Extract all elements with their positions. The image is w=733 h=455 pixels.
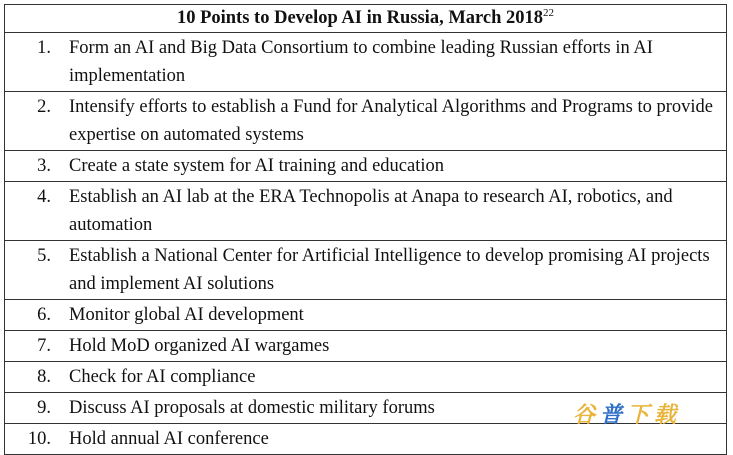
item-text: Hold annual AI conference: [69, 429, 269, 449]
item-text: Intensify efforts to establish a Fund for Analytical Algorithms and Programs to provide expertise on automated systems: [69, 97, 713, 145]
watermark-char: 载: [653, 403, 677, 428]
item-number: 2.: [37, 97, 51, 117]
table-row: [5, 151, 727, 182]
item-number: 3.: [37, 156, 51, 176]
item-number: 10.: [27, 429, 51, 449]
item-number: 1.: [37, 38, 51, 58]
item-text: Form an AI and Big Data Consortium to combine leading Russian efforts in AI implementation: [69, 38, 653, 86]
item-text: Monitor global AI development: [69, 305, 304, 325]
table-row: [5, 362, 727, 393]
table-title-text: 10 Points to Develop AI in Russia, March 2018: [176, 8, 544, 28]
points-table: [4, 4, 727, 455]
footnote-marker: 22: [543, 7, 555, 19]
item-text: Create a state system for AI training and education: [69, 156, 445, 176]
table-row: [5, 331, 727, 362]
table-row: [5, 33, 727, 92]
table-title: [5, 5, 727, 33]
watermark-char: 普: [599, 403, 623, 428]
item-number: 4.: [37, 187, 51, 207]
table-title-row: [5, 5, 727, 33]
item-text: Discuss AI proposals at domestic military forums: [69, 398, 435, 418]
item-text: Establish an AI lab at the ERA Technopolis at Anapa to research AI, robotics, and automation: [69, 187, 673, 235]
table-row: [5, 241, 727, 300]
table-row: [5, 300, 727, 331]
item-number: 5.: [37, 246, 51, 266]
watermark-logo: [573, 398, 677, 429]
item-text: Establish a National Center for Artificial Intelligence to develop promising AI projects and implement AI solutions: [69, 246, 710, 294]
item-text: Check for AI compliance: [69, 367, 256, 387]
table-row: [5, 92, 727, 151]
item-text: Hold MoD organized AI wargames: [69, 336, 330, 356]
item-number: 9.: [37, 398, 51, 418]
watermark-char: 谷: [572, 403, 596, 428]
watermark-char: 下: [626, 403, 650, 428]
item-number: 8.: [37, 367, 51, 387]
table-row: [5, 182, 727, 241]
item-number: 6.: [37, 305, 51, 325]
item-number: 7.: [37, 336, 51, 356]
